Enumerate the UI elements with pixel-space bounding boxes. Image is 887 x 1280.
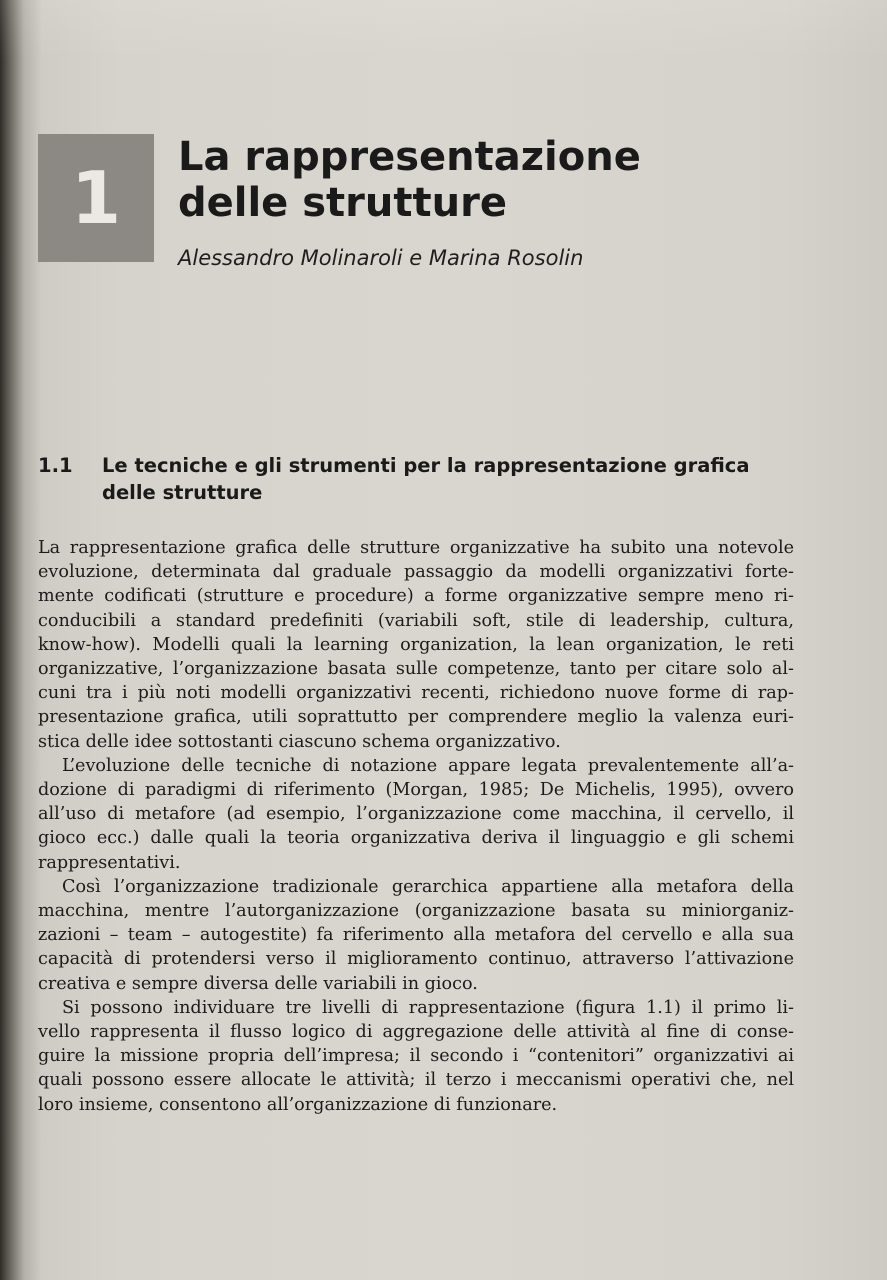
text-line: guire la missione propria dell’impresa; il secondo i “contenitori” organizzativi ai [38, 1046, 794, 1067]
paragraph-1 [38, 536, 794, 754]
text-line: vello rappresenta il flusso logico di aggregazione delle attività al fine di conse- [38, 1022, 794, 1043]
text-line: know-how). Modelli quali la learning organization, la lean organization, le reti [38, 634, 794, 655]
text-line: creativa e sempre diversa delle variabili in gioco. [38, 973, 478, 994]
text-line: cuni tra i più noti modelli organizzativi recenti, richiedono nuove forme di rap- [38, 683, 794, 704]
text-line: macchina, mentre l’autorganizzazione (organizzazione basata su miniorganiz- [38, 901, 794, 922]
chapter-authors: Alessandro Molinaroli e Marina Rosolin [178, 246, 584, 270]
text-line: stica delle idee sottostanti ciascuno schema organizzativo. [38, 731, 561, 752]
text-line: organizzative, l’organizzazione basata sulle competenze, tanto per citare solo al- [38, 659, 794, 680]
chapter-title-line-1: La rappresentazione [178, 134, 641, 180]
text-line: Si possono individuare tre livelli di rappresentazione (figura 1.1) il primo li- [62, 997, 794, 1018]
text-line: capacità di protendersi verso il miglioramento continuo, attraverso l’attivazione [38, 949, 794, 970]
section-title: Le tecniche e gli strumenti per la rappresentazione grafica delle strutture [102, 454, 750, 504]
text-line: L’evoluzione delle tecniche di notazione appare legata prevalentemente all’a- [62, 755, 794, 776]
text-line: Così l’organizzazione tradizionale gerarchica appartiene alla metafora della [62, 876, 794, 897]
text-line: gioco ecc.) dalle quali la teoria organizzativa deriva il linguaggio e gli schemi [38, 828, 794, 849]
paragraph-2 [38, 754, 794, 875]
chapter-title-line-2: delle strutture [178, 180, 507, 226]
text-line: loro insieme, consentono all’organizzazione di funzionare. [38, 1094, 558, 1115]
text-line: all’uso di metafore (ad esempio, l’organizzazione come macchina, il cervello, il [38, 804, 794, 825]
text-line: quali possono essere allocate le attività; il terzo i meccanismi operativi che, nel [38, 1070, 794, 1091]
text-line: presentazione grafica, utili soprattutto per comprendere meglio la valenza euri- [38, 707, 794, 728]
paragraph-4 [38, 996, 794, 1117]
text-line: evoluzione, determinata dal graduale passaggio da modelli organizzativi forte- [38, 562, 794, 583]
body-text [38, 536, 794, 1117]
text-line: zazioni – team – autogestite) fa riferimento alla metafora del cervello e alla sua [38, 925, 794, 946]
chapter-title [178, 134, 678, 226]
text-line: La rappresentazione grafica delle strutture organizzative ha subito una notevole [38, 538, 794, 558]
text-line: mente codificati (strutture e procedure) a forme organizzative sempre meno ri- [38, 586, 794, 607]
text-line: dozione di paradigmi di riferimento (Morgan, 1985; De Michelis, 1995), ovvero [38, 780, 794, 801]
text-line: rappresentativi. [38, 852, 181, 873]
page-shading [0, 0, 887, 60]
chapter-number: 1 [70, 156, 122, 240]
section-number: 1.1 [38, 454, 73, 477]
paragraph-3 [38, 875, 794, 996]
text-line: conducibili a standard predefiniti (variabili soft, stile di leadership, cultura, [38, 610, 794, 631]
